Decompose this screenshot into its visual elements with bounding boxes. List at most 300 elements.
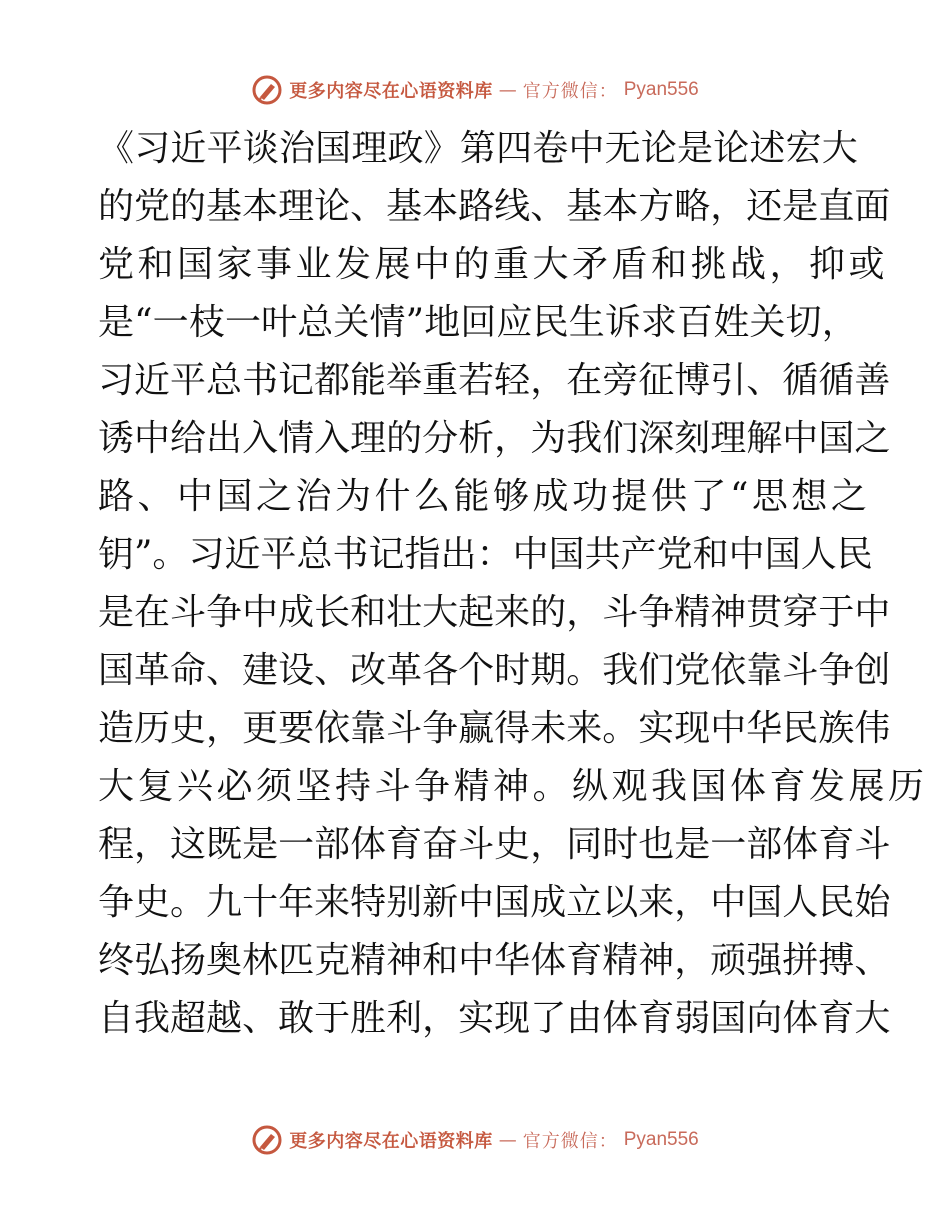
body-char: 近 <box>170 128 207 169</box>
body-char: 育 <box>818 824 855 865</box>
body-char: ， <box>821 302 858 343</box>
body-char: 切 <box>785 302 822 343</box>
body-char: 来 <box>638 882 675 923</box>
body-char: 是 <box>98 302 135 343</box>
body-char: ， <box>206 708 243 749</box>
document-body <box>98 120 928 1048</box>
body-line <box>98 816 891 874</box>
body-char: 的 <box>170 186 207 227</box>
body-char: 以 <box>602 882 639 923</box>
body-char: 新 <box>422 882 459 923</box>
body-char: 本 <box>242 186 279 227</box>
body-char: 叶 <box>261 302 298 343</box>
body-char: 中 <box>512 534 549 575</box>
body-char: ， <box>494 418 531 459</box>
body-char: 理 <box>278 186 315 227</box>
body-char: 斗 <box>854 824 891 865</box>
body-char: 本 <box>602 186 639 227</box>
body-line <box>98 642 891 700</box>
body-char: 成 <box>530 882 567 923</box>
body-char: 博 <box>674 360 711 401</box>
body-char: 中 <box>458 940 495 981</box>
body-char: 党 <box>134 186 171 227</box>
body-char: 习 <box>134 128 171 169</box>
body-char: ” <box>405 302 425 343</box>
body-line <box>98 178 891 236</box>
body-char: 体 <box>782 998 819 1039</box>
body-char: 路 <box>458 186 495 227</box>
body-char: 民 <box>836 534 873 575</box>
body-char: 《 <box>98 128 135 169</box>
body-char: 地 <box>424 302 461 343</box>
body-char: 一 <box>224 302 261 343</box>
body-char: 。 <box>152 534 189 575</box>
body-char: 斗 <box>782 650 819 691</box>
body-line <box>98 120 858 178</box>
body-char: 是 <box>98 592 135 633</box>
body-char: 理 <box>710 418 747 459</box>
body-char: 斗 <box>386 708 423 749</box>
body-char: 诉 <box>604 302 641 343</box>
body-char: “ <box>134 302 153 343</box>
body-char: 平 <box>206 128 243 169</box>
body-char: 争 <box>206 592 243 633</box>
body-char: 分 <box>422 418 459 459</box>
body-char: 和 <box>350 592 387 633</box>
body-char: 了 <box>530 998 567 1039</box>
body-char: 基 <box>206 186 243 227</box>
body-char: 国 <box>818 418 855 459</box>
body-char: 产 <box>620 534 657 575</box>
body-char: 九 <box>206 882 243 923</box>
body-char: 善 <box>854 360 891 401</box>
body-char: 还 <box>746 186 783 227</box>
body-char: 育 <box>566 940 603 981</box>
body-char: 体 <box>782 824 819 865</box>
body-char: 国 <box>548 534 585 575</box>
body-char: 族 <box>818 708 855 749</box>
body-char: 华 <box>746 708 783 749</box>
body-char: 应 <box>496 302 533 343</box>
body-char: 立 <box>566 882 603 923</box>
body-char: 这 <box>170 824 207 865</box>
body-char: 人 <box>800 534 837 575</box>
body-char: 党 <box>656 534 693 575</box>
body-char: 第 <box>459 128 496 169</box>
body-line <box>98 700 891 758</box>
body-char: 改 <box>350 650 387 691</box>
body-char: 中 <box>710 882 747 923</box>
body-char: 解 <box>746 418 783 459</box>
body-char: ： <box>476 534 513 575</box>
body-char: 引 <box>710 360 747 401</box>
body-char: 贯 <box>746 592 783 633</box>
body-char: 本 <box>422 186 459 227</box>
body-char: 争 <box>98 882 135 923</box>
body-char: 大 <box>854 998 891 1039</box>
body-char: ， <box>566 592 603 633</box>
body-char: 年 <box>278 882 315 923</box>
body-char: 、 <box>746 360 783 401</box>
body-char: 百 <box>677 302 714 343</box>
body-char: 民 <box>532 302 569 343</box>
body-char: 政 <box>387 128 424 169</box>
body-char: 期 <box>530 650 567 691</box>
body-char: 壮 <box>386 592 423 633</box>
body-char: 精 <box>602 940 639 981</box>
footer-watermark <box>0 1120 950 1160</box>
body-char: 弘 <box>134 940 171 981</box>
body-char: 、 <box>314 650 351 691</box>
body-char: 征 <box>638 360 675 401</box>
body-char: 靠 <box>746 650 783 691</box>
body-char: 部 <box>314 824 351 865</box>
body-char: ， <box>674 940 711 981</box>
body-char: 共 <box>584 534 621 575</box>
body-char: 若 <box>458 360 495 401</box>
body-char: 斗 <box>458 824 495 865</box>
body-char: 略 <box>674 186 711 227</box>
body-char: 国 <box>764 534 801 575</box>
body-char: 中 <box>782 418 819 459</box>
body-char: 时 <box>494 650 531 691</box>
watermark-wechat-label: 官方微信： <box>522 1131 618 1152</box>
body-char: 的 <box>386 418 423 459</box>
body-line <box>98 874 891 932</box>
body-char: 国 <box>315 128 352 169</box>
body-char: 论 <box>713 128 750 169</box>
body-char: 平 <box>170 360 207 401</box>
body-char: 循 <box>818 360 855 401</box>
body-char: 胜 <box>350 998 387 1039</box>
body-char: 、 <box>206 650 243 691</box>
body-char: 拼 <box>782 940 819 981</box>
body-char: 超 <box>170 998 207 1039</box>
body-char: 民 <box>818 882 855 923</box>
body-char: 是 <box>677 128 714 169</box>
body-char: 现 <box>674 708 711 749</box>
body-char: 中 <box>854 592 891 633</box>
body-char: 史 <box>134 882 171 923</box>
body-char: ， <box>422 998 459 1039</box>
body-char: 大 <box>422 592 459 633</box>
body-char: 记 <box>368 534 405 575</box>
body-char: 国 <box>710 998 747 1039</box>
body-char: 中 <box>568 128 605 169</box>
body-char: ， <box>530 360 567 401</box>
body-char: 长 <box>314 592 351 633</box>
body-char: 的 <box>530 592 567 633</box>
body-char: 克 <box>314 940 351 981</box>
body-char: 直 <box>818 186 855 227</box>
body-char: 无 <box>604 128 641 169</box>
body-char: 设 <box>278 650 315 691</box>
body-char: 史 <box>170 708 207 749</box>
body-char: 革 <box>386 650 423 691</box>
body-char: 理 <box>350 418 387 459</box>
body-char: 要 <box>278 708 315 749</box>
body-char: 入 <box>242 418 279 459</box>
body-char: 史 <box>494 824 531 865</box>
body-char: 论 <box>640 128 677 169</box>
body-char: 之 <box>854 418 891 459</box>
body-char: 中 <box>728 534 765 575</box>
body-char: ， <box>530 824 567 865</box>
body-char: 民 <box>782 708 819 749</box>
body-char: 刻 <box>674 418 711 459</box>
body-char: 十 <box>242 882 279 923</box>
body-char: 中 <box>134 418 171 459</box>
body-char: 来 <box>494 592 531 633</box>
body-char: 育 <box>386 824 423 865</box>
body-char: 始 <box>854 882 891 923</box>
body-char: 精 <box>674 592 711 633</box>
body-char: 起 <box>458 592 495 633</box>
body-line <box>98 584 891 642</box>
body-char: 、 <box>350 186 387 227</box>
watermark-dash: — <box>498 79 517 101</box>
body-char: 记 <box>278 360 315 401</box>
body-char: 于 <box>818 592 855 633</box>
body-char: 总 <box>296 534 333 575</box>
body-char: 治 <box>278 128 315 169</box>
body-char: 现 <box>494 998 531 1039</box>
body-char: 大 <box>821 128 858 169</box>
body-char: 中 <box>242 592 279 633</box>
body-char: 们 <box>638 650 675 691</box>
body-char: 诱 <box>98 418 135 459</box>
body-char: 越 <box>206 998 243 1039</box>
body-char: 书 <box>242 360 279 401</box>
body-char: 入 <box>314 418 351 459</box>
body-char: 指 <box>404 534 441 575</box>
body-char: 时 <box>602 824 639 865</box>
body-char: 在 <box>134 592 171 633</box>
body-char: 创 <box>854 650 891 691</box>
body-char: 求 <box>641 302 678 343</box>
body-char: 国 <box>98 650 135 691</box>
body-char: 给 <box>170 418 207 459</box>
body-char: 历 <box>134 708 171 749</box>
body-char: 我 <box>134 998 171 1039</box>
body-char: 敢 <box>278 998 315 1039</box>
pen-logo-icon <box>251 1124 283 1156</box>
body-line <box>98 410 891 468</box>
body-char: 实 <box>458 998 495 1039</box>
body-char: 依 <box>710 650 747 691</box>
body-char: 搏 <box>818 940 855 981</box>
body-char: 人 <box>782 882 819 923</box>
body-char: 各 <box>422 650 459 691</box>
watermark-wechat-label: 官方微信： <box>522 81 618 102</box>
body-char: 神 <box>710 592 747 633</box>
body-char: 由 <box>566 998 603 1039</box>
body-char: 匹 <box>278 940 315 981</box>
body-char: 在 <box>566 360 603 401</box>
body-line <box>98 526 873 584</box>
body-char: 成 <box>278 592 315 633</box>
body-char: 关 <box>749 302 786 343</box>
body-line <box>98 932 891 990</box>
body-char: 别 <box>386 882 423 923</box>
body-line <box>98 352 891 410</box>
body-char: 能 <box>350 360 387 401</box>
body-line: 党和国家事业发展中的重大矛盾和挑战，抑或 <box>98 244 889 285</box>
body-char: 扬 <box>170 940 207 981</box>
body-char: 体 <box>350 824 387 865</box>
body-char: 我 <box>602 650 639 691</box>
body-char: 是 <box>242 824 279 865</box>
body-char: 更 <box>242 708 279 749</box>
body-char: 方 <box>638 186 675 227</box>
body-char: 国 <box>746 882 783 923</box>
body-char: 深 <box>638 418 675 459</box>
body-char: 争 <box>638 592 675 633</box>
body-char: 个 <box>458 650 495 691</box>
header-watermark <box>0 70 950 110</box>
body-char: 神 <box>638 940 675 981</box>
body-char: 谈 <box>242 128 279 169</box>
body-char: 述 <box>749 128 786 169</box>
body-char: 关 <box>333 302 370 343</box>
body-char: 一 <box>710 824 747 865</box>
body-char: 总 <box>206 360 243 401</box>
body-char: 卷 <box>532 128 569 169</box>
body-char: 革 <box>134 650 171 691</box>
body-char: 。 <box>566 650 603 691</box>
body-char: 是 <box>782 186 819 227</box>
body-char: 我 <box>566 418 603 459</box>
watermark-site-name: 更多内容尽在心语资料库 <box>289 81 493 102</box>
body-char: 。 <box>602 708 639 749</box>
body-char: 习 <box>188 534 225 575</box>
body-char: 都 <box>314 360 351 401</box>
body-char: 体 <box>530 940 567 981</box>
body-char: ， <box>710 186 747 227</box>
body-char: 特 <box>350 882 387 923</box>
body-char: 出 <box>206 418 243 459</box>
body-char: 情 <box>278 418 315 459</box>
body-char: 建 <box>242 650 279 691</box>
body-char: 育 <box>638 998 675 1039</box>
body-char: 同 <box>566 824 603 865</box>
body-char: 轻 <box>494 360 531 401</box>
body-char: 奋 <box>422 824 459 865</box>
body-char: ， <box>674 882 711 923</box>
body-char: 线 <box>494 186 531 227</box>
body-char: 部 <box>746 824 783 865</box>
body-char: 枝 <box>188 302 225 343</box>
body-char: 斗 <box>602 592 639 633</box>
body-char: 顽 <box>710 940 747 981</box>
body-char: 生 <box>568 302 605 343</box>
body-char: 书 <box>332 534 369 575</box>
body-char: 为 <box>530 418 567 459</box>
body-char: 依 <box>314 708 351 749</box>
body-line <box>98 294 858 352</box>
body-char: 向 <box>746 998 783 1039</box>
body-char: 程 <box>98 824 135 865</box>
body-char: 神 <box>386 940 423 981</box>
body-char: 中 <box>710 708 747 749</box>
body-char: 基 <box>566 186 603 227</box>
body-char: 、 <box>854 940 891 981</box>
body-char: 既 <box>206 824 243 865</box>
body-char: 析 <box>458 418 495 459</box>
body-char: 国 <box>494 882 531 923</box>
body-char: 奥 <box>206 940 243 981</box>
body-char: 和 <box>422 940 459 981</box>
body-char: 循 <box>782 360 819 401</box>
body-char: 回 <box>460 302 497 343</box>
body-char: 中 <box>458 882 495 923</box>
body-char: 举 <box>386 360 423 401</box>
watermark-dash: — <box>498 1129 517 1151</box>
body-char: 出 <box>440 534 477 575</box>
body-char: 育 <box>818 998 855 1039</box>
body-char: 总 <box>297 302 334 343</box>
body-char: 姓 <box>713 302 750 343</box>
body-char: 终 <box>98 940 135 981</box>
watermark-wechat-id: Pyan556 <box>623 79 699 100</box>
body-char: 穿 <box>782 592 819 633</box>
body-line <box>98 990 891 1048</box>
body-line: 路、中国之治为什么能够成功提供了“思想之 <box>98 476 871 517</box>
body-char: 精 <box>350 940 387 981</box>
body-char: 近 <box>224 534 261 575</box>
body-char: 一 <box>278 824 315 865</box>
body-char: 得 <box>494 708 531 749</box>
body-char: 造 <box>98 708 135 749</box>
body-char: ” <box>134 534 153 575</box>
body-char: 是 <box>674 824 711 865</box>
body-char: 强 <box>746 940 783 981</box>
body-char: 近 <box>134 360 171 401</box>
body-char: 靠 <box>350 708 387 749</box>
body-char: 平 <box>260 534 297 575</box>
body-char: 华 <box>494 940 531 981</box>
body-char: 钥 <box>98 534 135 575</box>
body-line: 大复兴必须坚持斗争精神。纵观我国体育发展历 <box>98 766 928 807</box>
body-char: 、 <box>242 998 279 1039</box>
body-char: 面 <box>854 186 891 227</box>
body-char: 命 <box>170 650 207 691</box>
body-char: 、 <box>530 186 567 227</box>
body-char: 党 <box>674 650 711 691</box>
body-char: 基 <box>386 186 423 227</box>
body-char: 也 <box>638 824 675 865</box>
body-char: ， <box>134 824 171 865</box>
body-char: 四 <box>496 128 533 169</box>
body-char: 实 <box>638 708 675 749</box>
body-char: 体 <box>602 998 639 1039</box>
body-char: 重 <box>422 360 459 401</box>
body-char: 论 <box>314 186 351 227</box>
body-char: 》 <box>423 128 460 169</box>
body-char: 情 <box>369 302 406 343</box>
body-char: 自 <box>98 998 135 1039</box>
body-char: 们 <box>602 418 639 459</box>
body-char: 的 <box>98 186 135 227</box>
body-char: 争 <box>422 708 459 749</box>
body-char: 于 <box>314 998 351 1039</box>
watermark-wechat-id: Pyan556 <box>623 1129 699 1150</box>
body-char: 来 <box>566 708 603 749</box>
pen-logo-icon <box>251 74 283 106</box>
body-char: 争 <box>818 650 855 691</box>
body-char: 习 <box>98 360 135 401</box>
body-char: 来 <box>314 882 351 923</box>
